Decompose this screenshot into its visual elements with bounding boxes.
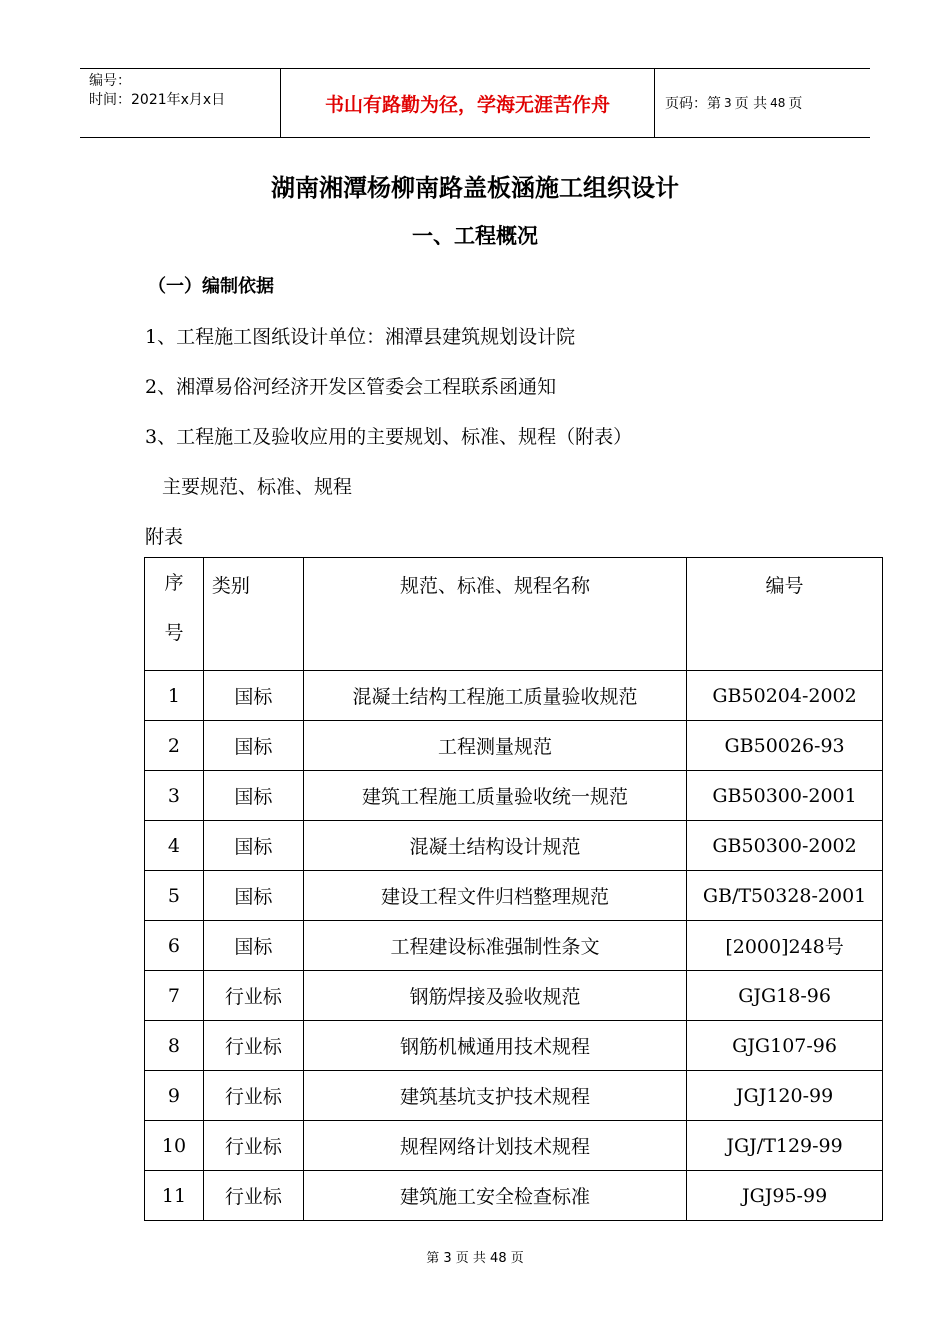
table-header-row: [145, 558, 883, 671]
cell-seq: 1: [145, 671, 204, 721]
page-header: [80, 68, 870, 138]
cell-name: 建设工程文件归档整理规范: [303, 871, 686, 921]
cell-code: JGJ/T129-99: [687, 1121, 883, 1171]
cell-code: GB50300-2001: [687, 771, 883, 821]
document-title: 湖南湘潭杨柳南路盖板涵施工组织设计: [271, 174, 679, 202]
header-seq: 序 号: [145, 558, 204, 671]
cell-name: 建筑工程施工质量验收统一规范: [303, 771, 686, 821]
cell-code: GB50204-2002: [687, 671, 883, 721]
table-row: [145, 671, 883, 721]
cell-name: 建筑施工安全检查标准: [303, 1171, 686, 1221]
paragraph-2: 2、湘潭易俗河经济开发区管委会工程联系函通知: [145, 376, 557, 398]
page-prefix: 页码：第: [665, 96, 721, 112]
header-meta: [80, 69, 281, 137]
table-row: [145, 1021, 883, 1071]
cell-category: 国标: [203, 821, 303, 871]
cell-category: 行业标: [203, 1071, 303, 1121]
cell-code: GJG18-96: [687, 971, 883, 1021]
cell-code: GB/T50328-2001: [687, 871, 883, 921]
cell-seq: 10: [145, 1121, 204, 1171]
table-row: [145, 771, 883, 821]
cell-category: 行业标: [203, 1021, 303, 1071]
cell-code: JGJ95-99: [687, 1171, 883, 1221]
subsection-title: （一）编制依据: [148, 276, 274, 297]
page-footer: 第 3 页 共 48 页: [426, 1251, 524, 1266]
page-mid: 页 共: [734, 96, 768, 112]
code-label: 编号：: [89, 73, 131, 89]
cell-seq: 5: [145, 871, 204, 921]
cell-name: 建筑基坑支护技术规程: [303, 1071, 686, 1121]
cell-category: 国标: [203, 771, 303, 821]
cell-seq: 3: [145, 771, 204, 821]
cell-code: GB50300-2002: [687, 821, 883, 871]
header-name: 规范、标准、规程名称: [303, 558, 686, 671]
cell-code: JGJ120-99: [687, 1071, 883, 1121]
cell-name: 钢筋机械通用技术规程: [303, 1021, 686, 1071]
table-row: [145, 971, 883, 1021]
cell-name: 工程建设标准强制性条文: [303, 921, 686, 971]
paragraph-4: 主要规范、标准、规程: [162, 476, 353, 498]
cell-seq: 9: [145, 1071, 204, 1121]
paragraph-3: 3、工程施工及验收应用的主要规划、标准、规程（附表）: [145, 426, 633, 448]
page-suffix: 页: [788, 96, 803, 112]
cell-category: 行业标: [203, 1171, 303, 1221]
header-category: 类别: [203, 558, 303, 671]
cell-category: 国标: [203, 671, 303, 721]
table-row: [145, 721, 883, 771]
cell-seq: 4: [145, 821, 204, 871]
table-row: [145, 821, 883, 871]
paragraph-1: 1、工程施工图纸设计单位：湘潭县建筑规划设计院: [145, 326, 576, 348]
cell-name: 钢筋焊接及验收规范: [303, 971, 686, 1021]
section-title: 一、工程概况: [412, 224, 538, 248]
cell-name: 规程网络计划技术规程: [303, 1121, 686, 1171]
table-row: [145, 1171, 883, 1221]
table-row: [145, 1071, 883, 1121]
cell-code: GJG107-96: [687, 1021, 883, 1071]
cell-category: 国标: [203, 921, 303, 971]
cell-seq: 6: [145, 921, 204, 971]
page-total: 48: [770, 96, 786, 110]
cell-seq: 11: [145, 1171, 204, 1221]
table-row: [145, 921, 883, 971]
cell-code: GB50026-93: [687, 721, 883, 771]
cell-name: 混凝土结构工程施工质量验收规范: [303, 671, 686, 721]
cell-seq: 2: [145, 721, 204, 771]
header-code: 编号: [687, 558, 883, 671]
header-motto: 书山有路勤为径，学海无涯苦作舟: [281, 69, 655, 137]
cell-category: 国标: [203, 871, 303, 921]
cell-name: 工程测量规范: [303, 721, 686, 771]
cell-seq: 8: [145, 1021, 204, 1071]
time-label: 时间：2021年x月x日: [89, 92, 226, 108]
cell-category: 国标: [203, 721, 303, 771]
cell-seq: 7: [145, 971, 204, 1021]
header-page-info: [655, 69, 870, 137]
page-number: 3: [724, 96, 732, 110]
cell-category: 行业标: [203, 1121, 303, 1171]
table-row: [145, 871, 883, 921]
standards-table: [144, 557, 883, 1221]
cell-category: 行业标: [203, 971, 303, 1021]
cell-code: [2000]248号: [687, 921, 883, 971]
appendix-label: 附表: [145, 526, 184, 548]
table-row: [145, 1121, 883, 1171]
cell-name: 混凝土结构设计规范: [303, 821, 686, 871]
